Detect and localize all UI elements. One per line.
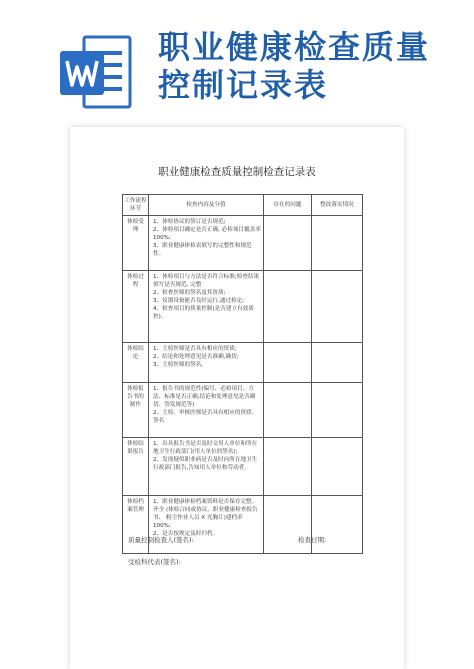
- table-row: [123, 383, 363, 438]
- content-line: 1、报告书的规范性(编号、必检项目、方法、标准是否正确,结论和处理意见是否确切、签发规范等): [153, 386, 256, 408]
- content-line: 2、主检、审核医师是否具有相应的资质、签名: [153, 410, 258, 424]
- dept-representative-signature-label: 受检科代表(签名):: [128, 558, 181, 566]
- table-row: [123, 438, 363, 496]
- inspector-signature-label: 质量控制检查人(签名):: [128, 536, 194, 544]
- rectification-cell: [312, 496, 363, 554]
- document-title: 职业健康检查质量控制检查记录表: [158, 166, 316, 178]
- process-cell: 体检结论: [123, 343, 149, 383]
- process-cell: 体检报告书的制作: [123, 383, 149, 438]
- content-line: 3、仪器设备能否良好运行,通过检定;: [153, 298, 245, 304]
- header-content: 检查内容及分值: [149, 195, 264, 216]
- content-cell: [149, 496, 264, 554]
- content-cell: [149, 438, 264, 496]
- rectification-cell: [312, 438, 363, 496]
- process-cell: 体检受理: [123, 216, 149, 271]
- content-line: 2、是否按规定及时归档。: [153, 531, 219, 537]
- content-line: 4、检查项目的质量控制(是否建立有效质控)。: [153, 306, 254, 320]
- problems-cell: [264, 383, 312, 438]
- content-line: 1、体检项目与方法是否符合标准;检查结果填写是否规范, 完整: [153, 274, 260, 288]
- content-line: 3、职业健康体检表填写的完整性和规范性。: [153, 243, 252, 257]
- table-header-row: [123, 195, 363, 216]
- table-row: [123, 496, 363, 554]
- process-cell: 体检过程: [123, 271, 149, 343]
- document-sheet: [70, 127, 404, 669]
- content-cell: [149, 271, 264, 343]
- problems-cell: [264, 438, 312, 496]
- banner-title-line1: 职业健康检查质量: [158, 28, 431, 66]
- problems-cell: [264, 343, 312, 383]
- content-cell: [149, 383, 264, 438]
- content-line: 2、发现疑似职业病是否及时向所在地卫生行政部门报告,告知用人单位和劳动者。: [153, 457, 258, 471]
- banner-title: [158, 28, 458, 104]
- content-line: 1、职业健康体检档案资料是否保存完整。齐全 (体检合同或协议、职业健康检查报告书、 粉尘作业人员 X 光胸片)建档率 100%;: [153, 499, 258, 529]
- table-row: [123, 216, 363, 271]
- rectification-cell: [312, 271, 363, 343]
- control-table: [122, 194, 363, 554]
- content-line: 2、体检项目确定是否正确, 必检项目覆盖率 100%;: [153, 227, 261, 241]
- table-row: [123, 271, 363, 343]
- problems-cell: [264, 271, 312, 343]
- content-line: 1、体检协议的签订是否规范;: [153, 219, 226, 225]
- rectification-cell: [312, 343, 363, 383]
- content-line: 2、结论和处理意见是否准确,确切;: [153, 354, 239, 360]
- header-rectification: 整改落实情况: [312, 195, 363, 216]
- problems-cell: [264, 216, 312, 271]
- content-cell: [149, 343, 264, 383]
- process-cell: 体检结果报告: [123, 438, 149, 496]
- table-row: [123, 343, 363, 383]
- content-cell: [149, 216, 264, 271]
- inspection-date-label: 检查日期:: [298, 536, 327, 544]
- content-line: 3、主检医师的签名。: [153, 362, 207, 368]
- content-line: 1、主检医师是否具有相应的资质;: [153, 346, 237, 352]
- rectification-cell: [312, 383, 363, 438]
- problems-cell: [264, 496, 312, 554]
- word-document-icon: [58, 33, 136, 111]
- content-line: 1、出具报告书是否及时交用人单位和所在地卫生行政部门(用人单位的签名);: [153, 441, 258, 455]
- rectification-cell: [312, 216, 363, 271]
- content-line: 2、检查医师的签名及其资质;: [153, 290, 226, 296]
- header-process: 工作流程环节: [123, 195, 149, 216]
- process-cell: 体检档案管理: [123, 496, 149, 554]
- header-problems: 存在的问题: [264, 195, 312, 216]
- banner-title-line2: 控制记录表: [158, 66, 329, 104]
